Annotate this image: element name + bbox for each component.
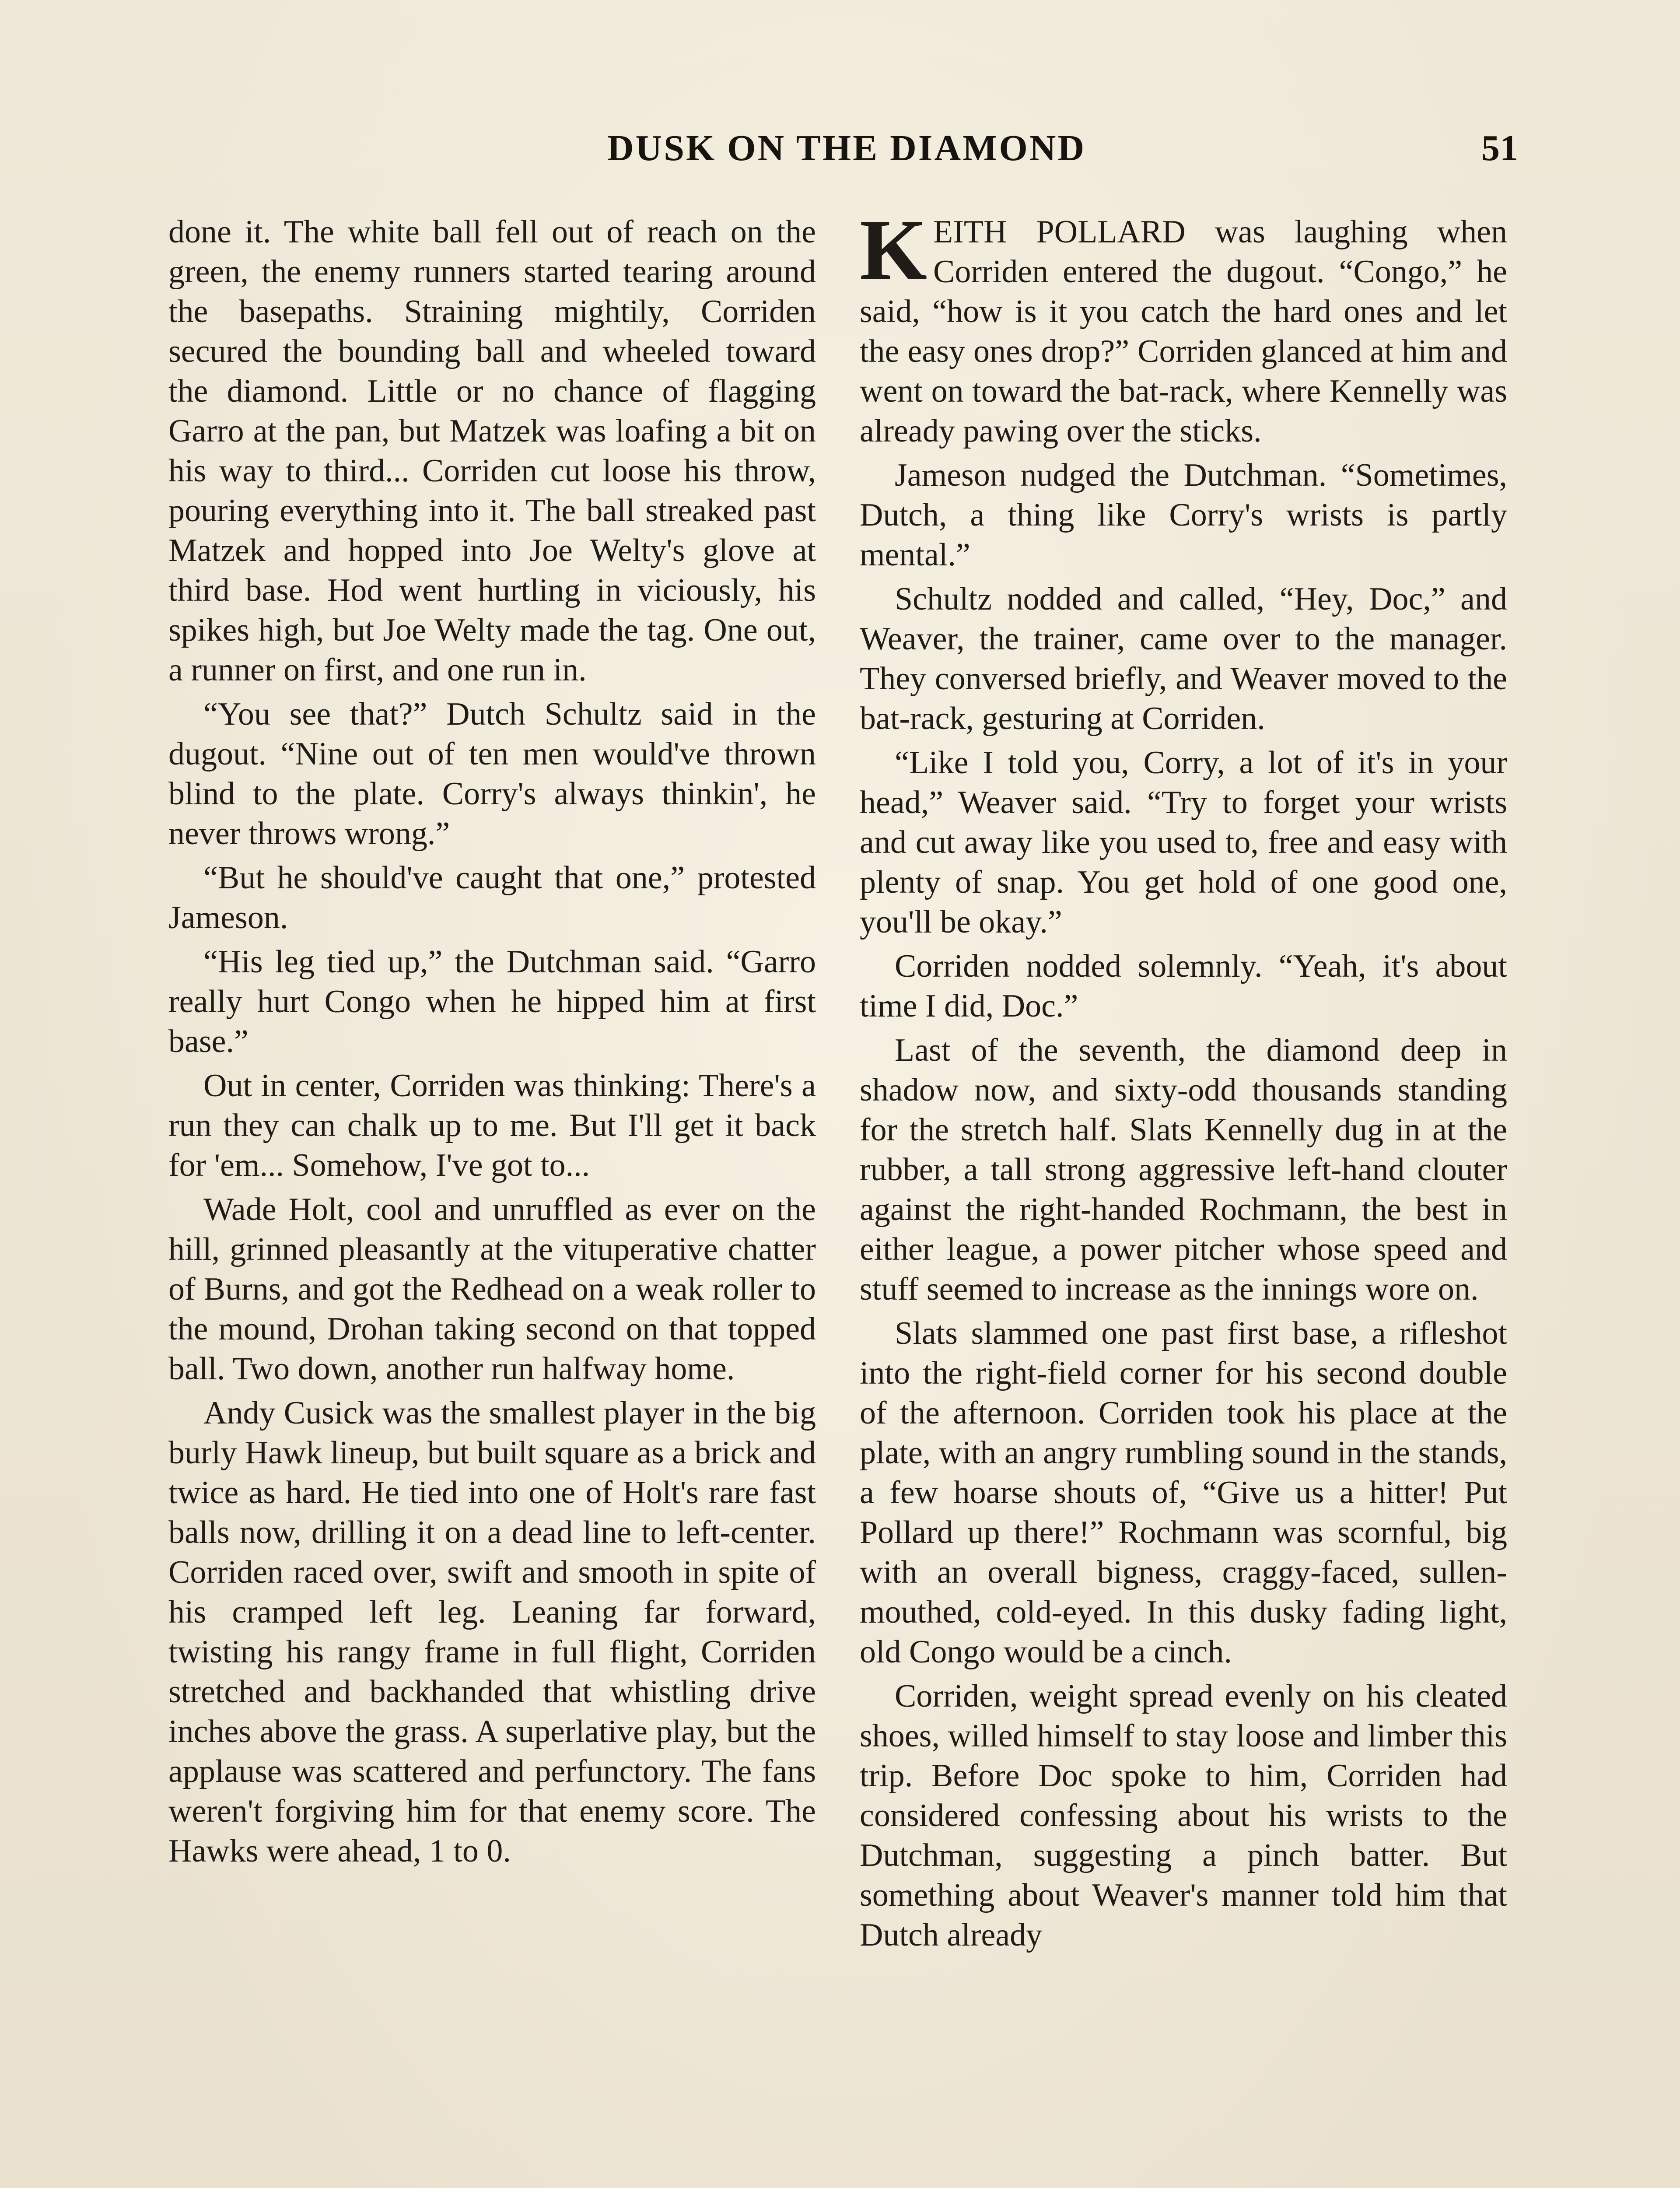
paragraph: Out in center, Corriden was thinking: There's a run they can chalk up to me. But I'll get it back for 'em... Somehow, I've got to... xyxy=(168,1068,816,1183)
running-title: DUSK ON THE DIAMOND xyxy=(607,128,1086,168)
drop-cap: K xyxy=(860,202,928,298)
opening-paragraph xyxy=(860,202,1507,451)
paragraph: Corriden, weight spread evenly on his cleated shoes, willed himself to stay loose and limber this trip. Before Doc spoke to him, Corriden had considered confessing about his wrists to the Dutchman, suggesting a pinch batter. But something about Weaver's manner told him that Dutch already xyxy=(860,1678,1507,1953)
opening-paragraph-text: EITH POLLARD was laughing when Corriden entered the dugout. “Congo,” he said, “how is it you catch the hard ones and let the easy ones drop?” Corriden glanced at him and went on toward the bat-rack, where Kennelly was already pawing over the sticks. xyxy=(860,214,1507,449)
paragraph: Slats slammed one past first base, a rifleshot into the right-field corner for his second double of the afternoon. Corriden took his place at the plate, with an angry rumbling sound in the stands, a few hoarse shouts of, “Give us a hitter! Put Pollard up there!” Rochmann was scornful, big with an overall bigness, craggy-faced, sullen-mouthed, cold-eyed. In this dusky fading light, old Congo would be a cinch. xyxy=(860,1315,1507,1670)
paragraph: done it. The white ball fell out of reach on the green, the enemy runners started tearing around the basepaths. Straining mightily, Corriden secured the bounding ball and wheeled toward the diamond. Little or no chance of flagging Garro at the pan, but Matzek was loafing a bit on his way to third... Corriden cut loose his throw, pouring everything into it. The ball streaked past Matzek and hopped into Joe Welty's glove at third base. Hod went hurtling in viciously, his spikes high, but Joe Welty made the tag. One out, a runner on first, and one run in. xyxy=(168,214,816,688)
paragraph: Schultz nodded and called, “Hey, Doc,” and Weaver, the trainer, came over to the manager. They conversed briefly, and Weaver moved to the bat-rack, gesturing at Corriden. xyxy=(860,581,1507,736)
paragraph: “But he should've caught that one,” protested Jameson. xyxy=(168,860,816,936)
right-text-column xyxy=(860,202,1507,1960)
paragraph: Andy Cusick was the smallest player in the big burly Hawk lineup, but built square as a brick and twice as hard. He tied into one of Holt's rare fast balls now, drilling it on a dead line to left-center. Corriden raced over, swift and smooth in spite of his cramped left leg. Leaning far forward, twisting his rangy frame in full flight, Corriden stretched and backhanded that whistling drive inches above the grass. A superlative play, but the applause was scattered and perfunctory. The fans weren't forgiving him for that enemy score. The Hawks were ahead, 1 to 0. xyxy=(168,1395,816,1869)
paragraph: Wade Holt, cool and unruffled as ever on the hill, grinned pleasantly at the vituperative chatter of Burns, and got the Redhead on a weak roller to the mound, Drohan taking second on that topped ball. Two down, another run halfway home. xyxy=(168,1192,816,1387)
left-text-column xyxy=(168,212,816,1876)
paragraph: “You see that?” Dutch Schultz said in the dugout. “Nine out of ten men would've thrown blind to the plate. Corry's always thinkin', he never throws wrong.” xyxy=(168,696,816,852)
page-number: 51 xyxy=(1481,128,1518,168)
paragraph: “His leg tied up,” the Dutchman said. “Garro really hurt Congo when he hipped him at first base.” xyxy=(168,944,816,1059)
page-header xyxy=(175,127,1518,175)
paragraph: Jameson nudged the Dutchman. “Sometimes, Dutch, a thing like Corry's wrists is partly mental.” xyxy=(860,457,1507,573)
paragraph: Corriden nodded solemnly. “Yeah, it's about time I did, Doc.” xyxy=(860,948,1507,1024)
paragraph: Last of the seventh, the diamond deep in shadow now, and sixty-odd thousands standing for the stretch half. Slats Kennelly dug in at the rubber, a tall strong aggressive left-hand clouter against the right-handed Rochmann, the best in either league, a power pitcher whose speed and stuff seemed to increase as the innings wore on. xyxy=(860,1032,1507,1307)
paragraph: “Like I told you, Corry, a lot of it's in your head,” Weaver said. “Try to forget your wrists and cut away like you used to, free and easy with plenty of snap. You get hold of one good one, you'll be okay.” xyxy=(860,745,1507,940)
